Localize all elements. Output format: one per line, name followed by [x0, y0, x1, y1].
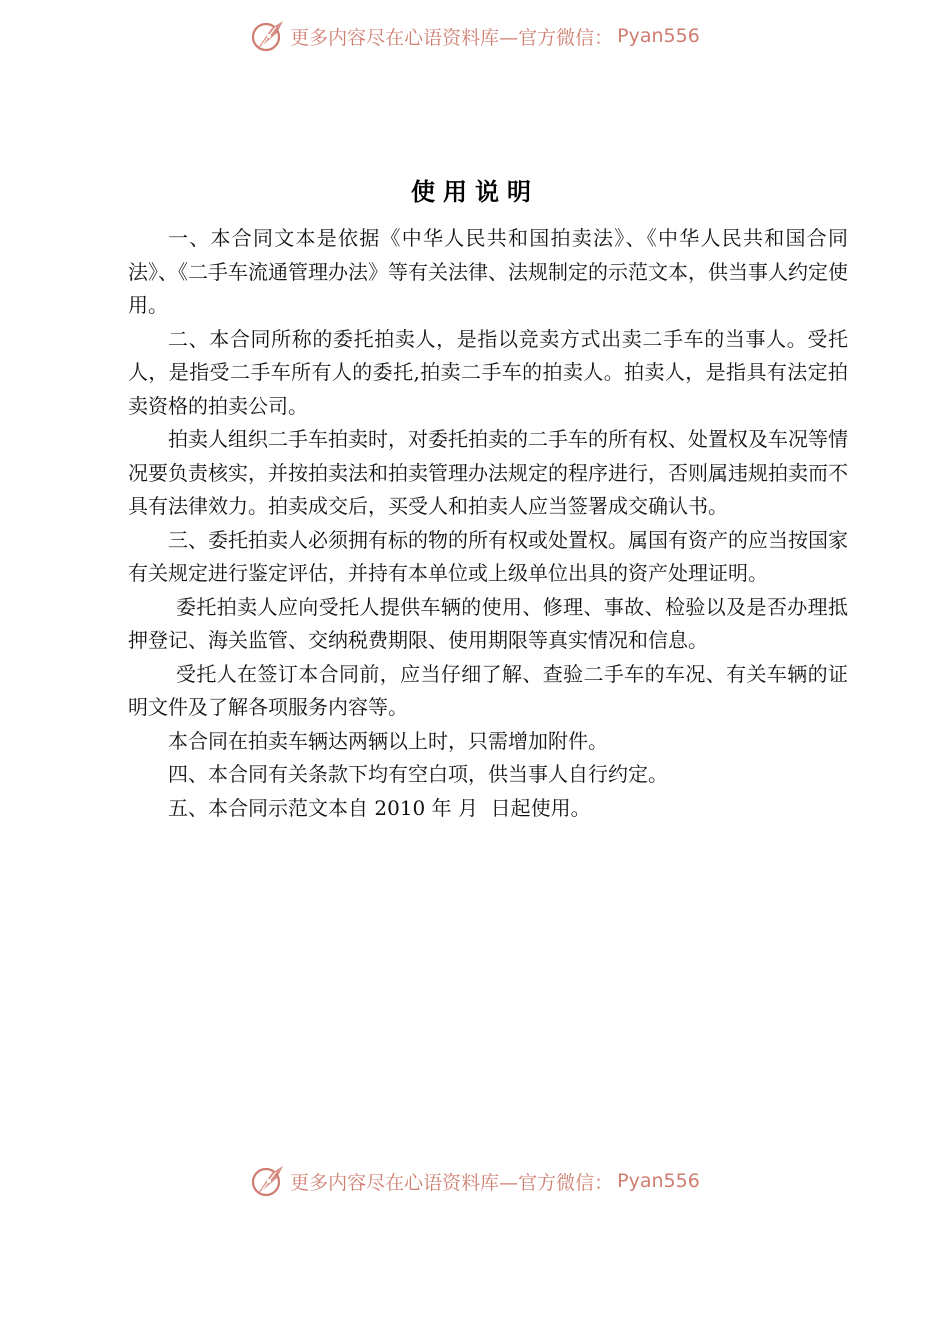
document-body	[128, 222, 848, 825]
footer-watermark-banner	[0, 1163, 950, 1199]
banner-text: 更多内容尽在心语资料库—官方微信：	[290, 1171, 614, 1194]
quill-pen-logo-icon	[250, 18, 286, 54]
paragraph-5: 委托拍卖人应向受托人提供车辆的使用、修理、事故、检验以及是否办理抵押登记、海关监管、交纳税费期限、使用期限等真实情况和信息。	[128, 594, 848, 652]
paragraph-1: 一、本合同文本是依据《中华人民共和国拍卖法》、《中华人民共和国合同法》、《二手车流通管理办法》等有关法律、法规制定的示范文本，供当事人约定使用。	[128, 226, 848, 317]
header-watermark-banner	[0, 18, 950, 54]
banner-contact: Pyan556	[617, 25, 700, 47]
paragraph-2: 二、本合同所称的委托拍卖人，是指以竞卖方式出卖二手车的当事人。受托人，是指受二手车所有人的委托,拍卖二手车的拍卖人。拍卖人，是指具有法定拍卖资格的拍卖公司。	[128, 326, 848, 418]
quill-pen-logo-icon	[250, 1163, 286, 1199]
paragraph-9: 五、本合同示范文本自 2010 年 月 日起使用。	[168, 795, 591, 820]
page-title: 使用说明	[411, 178, 539, 206]
paragraph-8: 四、本合同有关条款下均有空白项，供当事人自行约定。	[168, 762, 668, 786]
paragraph-7: 本合同在拍卖车辆达两辆以上时，只需增加附件。	[168, 728, 608, 753]
banner-contact: Pyan556	[617, 1170, 700, 1192]
paragraph-4: 三、委托拍卖人必须拥有标的物的所有权或处置权。属国有资产的应当按国家有关规定进行鉴定评估，并持有本单位或上级单位出具的资产处理证明。	[128, 527, 848, 585]
paragraph-3: 拍卖人组织二手车拍卖时，对委托拍卖的二手车的所有权、处置权及车况等情况要负责核实，并按拍卖法和拍卖管理办法规定的程序进行，否则属违规拍卖而不具有法律效力。拍卖成交后，买受人和拍卖人应当签署成交确认书。	[128, 427, 848, 518]
paragraph-6: 受托人在签订本合同前，应当仔细了解、查验二手车的车况、有关车辆的证明文件及了解各项服务内容等。	[128, 661, 848, 719]
banner-text: 更多内容尽在心语资料库—官方微信：	[290, 26, 614, 49]
